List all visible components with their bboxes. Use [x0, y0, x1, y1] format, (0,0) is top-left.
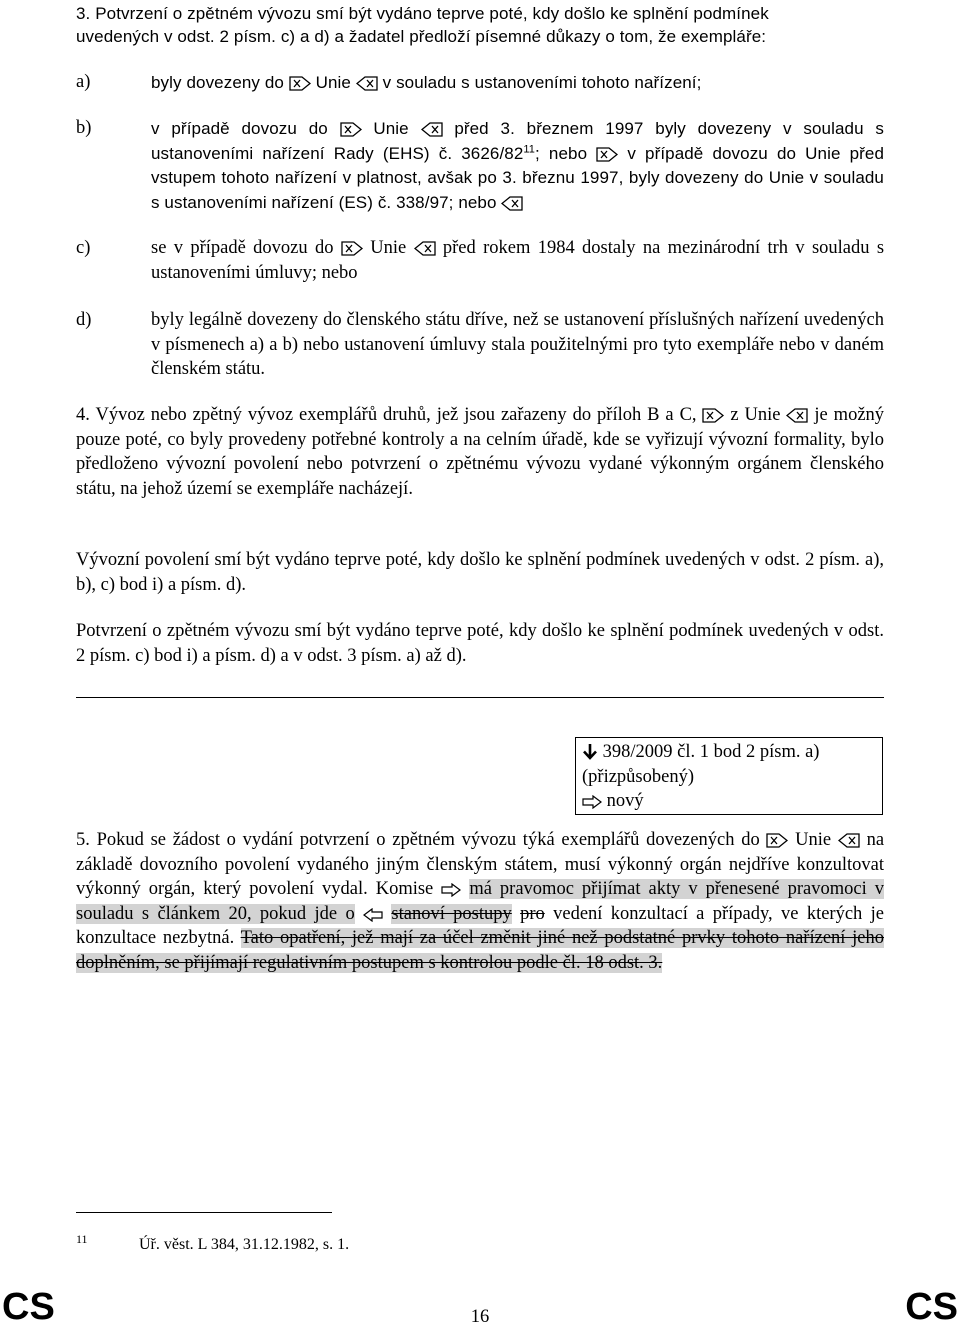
- paragraph-3-line-2: uvedených v odst. 2 písm. c) a d) a žadatel předloží písemné důkazy o tom, že exempláře:: [76, 27, 767, 46]
- insert-start-marker-icon: [340, 122, 362, 137]
- paragraph-reexport-certificate: Potvrzení o zpětném vývozu smí být vydáno teprve poté, kdy došlo ke splnění podmínek uvedených v odst. 2 písm. c) bod i) a písm. d) a v odst. 3 písm. a) až d).: [76, 621, 884, 666]
- item-label: b): [76, 118, 92, 138]
- insert-end-marker-icon: [501, 196, 523, 211]
- page-number: 16: [470, 1307, 490, 1327]
- deleted-text: Tato opatření, jež mají za účel změnit jiné než podstatné prvky tohoto nařízení jeho doplněním, se přijímají regulativním postupem s kontrolou podle čl. 18 odst. 3.: [76, 928, 884, 973]
- item-text: ; nebo: [535, 143, 588, 163]
- footnote-number: 11: [76, 1232, 88, 1246]
- item-text: v případě dovozu do Unie před vstupem tohoto nařízení v platnost, avšak po 3. březnu 1997, byly dovezeny do Unie v souladu s ustanoveními nařízení (ES) č. 338/97; nebo: [151, 143, 885, 212]
- list-item-c: [76, 236, 884, 288]
- insert-start-marker-icon: [289, 76, 311, 91]
- insert-start-marker-icon: [341, 241, 363, 256]
- footnote-ref: 11: [523, 142, 536, 155]
- item-label: c): [76, 238, 91, 258]
- item-text: se v případě dovozu do: [151, 238, 334, 258]
- item-label: a): [76, 72, 91, 92]
- paragraph-text: 5. Pokud se žádost o vydání potvrzení o zpětném vývozu týká exemplářů dovezených do: [76, 830, 760, 850]
- item-text: Unie: [370, 238, 407, 258]
- item-text: byly dovezeny do: [151, 73, 284, 92]
- list-item-a: [76, 70, 884, 96]
- paragraph-export-permit: Vývozní povolení smí být vydáno teprve poté, kdy došlo ke splnění podmínek uvedených v odst. 2 písm. a), b), c) bod i) a písm. d).: [76, 550, 884, 595]
- deleted-text: stanoví postupy: [391, 903, 512, 924]
- insert-start-marker-icon: [702, 408, 724, 423]
- insert-end-marker-icon: [414, 241, 436, 256]
- arrow-down-icon: [582, 743, 598, 760]
- item-label: d): [76, 310, 92, 330]
- new-label-line: [582, 789, 876, 814]
- paragraph-text: 4. Vývoz nebo zpětný vývoz exemplářů druhů, jež jsou zařazeny do příloh B a C,: [76, 405, 697, 425]
- footnote-divider: [76, 1212, 332, 1213]
- insert-end-marker-icon: [421, 122, 443, 137]
- insert-start-marker-icon: [766, 833, 788, 848]
- item-text: Unie: [315, 73, 351, 92]
- item-text: v případě dovozu do: [151, 119, 328, 138]
- paragraph-text: na základě dovozního povolení vydaného jiným členským státem, musí výkonný orgán nejdříve konzultovat výkonný orgán, který povolení vydal. Komise: [76, 830, 885, 900]
- source-ref-text: 398/2009 čl. 1 bod 2 písm. a): [602, 742, 820, 762]
- insert-end-marker-icon: [838, 833, 860, 848]
- item-text: byly legálně dovezeny do členského státu dříve, než se ustanovení příslušných nařízení uvedených v písmenech a) a b) nebo ustanovení úmluvy stala použitelnými pro tyto exempláře nebo v daném členském státu.: [151, 310, 884, 380]
- arrow-right-outline-icon: [441, 883, 461, 897]
- item-text: před 3. březnem 1997 byly dovezeny v souladu s ustanoveními nařízení Rady (EHS) č. 3626/82: [151, 119, 885, 163]
- section-divider: [76, 697, 884, 698]
- language-code-right: CS: [905, 1286, 958, 1328]
- paragraph-3-line-1: 3. Potvrzení o zpětném vývozu smí být vydáno teprve poté, kdy došlo ke splnění podmínek: [76, 4, 769, 23]
- language-code-left: CS: [2, 1286, 55, 1328]
- arrow-left-outline-icon: [363, 908, 383, 922]
- paragraph-text: z Unie: [730, 405, 781, 425]
- list-item-b: [76, 116, 884, 216]
- footnote-text: Úř. věst. L 384, 31.12.1982, s. 1.: [139, 1236, 350, 1253]
- highlighted-text: má pravomoc přijímat akty v přenesené pravomoci v souladu s článkem 20, pokud jde o: [76, 879, 884, 924]
- arrow-right-outline-icon: [582, 795, 602, 809]
- adapted-label: (přizpůsobený): [582, 766, 694, 787]
- list-item-d: [76, 308, 884, 384]
- paragraph-4: [76, 403, 884, 501]
- insert-end-marker-icon: [786, 408, 808, 423]
- deleted-text: pro: [520, 903, 545, 924]
- source-ref-line: [582, 740, 876, 765]
- paragraph-5: [76, 828, 884, 976]
- paragraph-3-intro: [76, 2, 896, 48]
- new-label-text: nový: [606, 791, 644, 812]
- insert-end-marker-icon: [356, 76, 378, 91]
- item-text: před rokem 1984 dostaly na mezinárodní trh v souladu s ustanoveními úmluvy; nebo: [151, 238, 885, 283]
- paragraph-text: vedení konzultací a případy, ve kterých je konzultace nezbytná.: [76, 903, 884, 949]
- paragraph-text: je možný pouze poté, co byly provedeny potřebné kontroly a na celním úřadě, kde se vyřizují vývozní formality, bylo předloženo vývozní povolení nebo potvrzení o zpětnému vývozu vydané výkonným orgánem členského státu, na jehož území se exempláře nacházejí.: [76, 405, 885, 499]
- paragraph-text: Unie: [795, 830, 832, 850]
- insert-start-marker-icon: [596, 147, 618, 162]
- item-text: v souladu s ustanoveními tohoto nařízení;: [382, 73, 702, 92]
- source-reference-box: [575, 737, 883, 815]
- item-text: Unie: [373, 119, 409, 138]
